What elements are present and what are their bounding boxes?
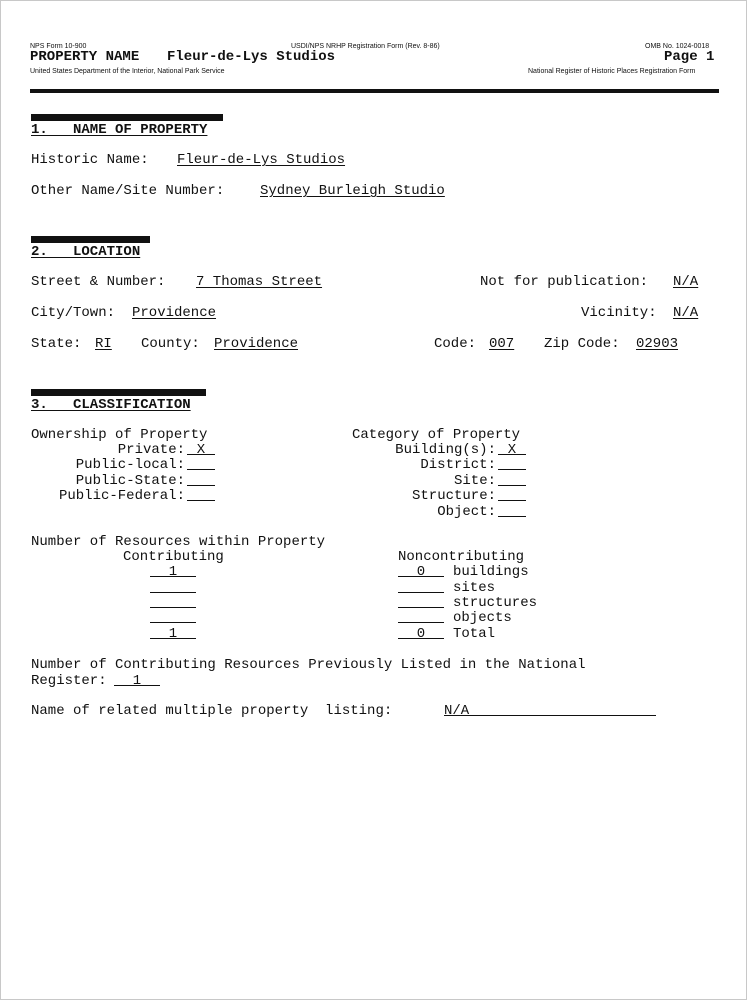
contributing-total: 1 [150,626,196,639]
previously-listed-label: Register: [31,673,107,689]
register-form-name: National Register of Historic Places Registration Form [528,68,696,75]
related-listing-label: Name of related multiple property listing: [31,703,393,719]
header-rule [30,89,719,93]
category-object-label: Object: [437,504,496,520]
resource-type-total: Total [453,626,496,642]
section-2-bar [31,236,150,243]
contributing-buildings: 1 [150,564,196,577]
resources-heading: Number of Resources within Property [31,534,326,550]
ownership-public-state-value [187,473,215,486]
contributing-heading: Contributing [123,549,224,565]
category-building-label: Building(s): [395,442,496,458]
category-building-value: X [498,442,526,455]
section-1-heading: 1. NAME OF PROPERTY [31,122,208,138]
section-2-heading: 2. LOCATION [31,244,141,260]
city-label: City/Town: [31,305,116,321]
resource-type-buildings: buildings [453,564,529,580]
city-value: Providence [132,305,217,321]
county-value: Providence [214,336,299,352]
ownership-public-federal-value [187,488,215,501]
ownership-public-local-value [187,457,215,470]
resource-type-objects: objects [453,610,512,626]
historic-name-label: Historic Name: [31,152,149,168]
category-structure-value [498,488,526,501]
noncontributing-total: 0 [398,626,444,639]
resource-type-structures: structures [453,595,538,611]
section-3-bar [31,389,206,396]
form-name: USDI/NPS NRHP Registration Form (Rev. 8-86) [291,43,440,50]
related-listing-value: N/A [444,703,656,716]
header-property-name: Fleur-de-Lys Studios [167,49,336,65]
contributing-sites [150,580,196,593]
ownership-public-state-label: Public-State: [75,473,185,489]
previously-listed-value: 1 [114,673,160,686]
noncontributing-structures [398,595,444,608]
county-label: County: [141,336,200,352]
omb-number: OMB No. 1024-0018 [645,43,710,50]
previously-listed-text: Number of Contributing Resources Previously Listed in the National [31,657,586,673]
other-name-value: Sydney Burleigh Studio [260,183,445,199]
category-site-label: Site: [453,473,496,489]
code-value: 007 [489,336,515,352]
not-for-publication-value: N/A [673,274,699,290]
resource-type-sites: sites [453,580,496,596]
section-3-heading: 3. CLASSIFICATION [31,397,191,413]
category-site-value [498,473,526,486]
street-label: Street & Number: [31,274,166,290]
noncontributing-buildings: 0 [398,564,444,577]
noncontributing-objects [398,610,444,623]
noncontributing-heading: Noncontributing [398,549,525,565]
ownership-private-value: X [187,442,215,455]
not-for-publication-label: Not for publication: [480,274,649,290]
contributing-structures [150,595,196,608]
noncontributing-sites [398,580,444,593]
street-value: 7 Thomas Street [196,274,323,290]
vicinity-label: Vicinity: [581,305,657,321]
category-district-label: District: [420,457,496,473]
state-label: State: [31,336,82,352]
zip-value: 02903 [636,336,679,352]
ownership-public-local-label: Public-local: [75,457,185,473]
vicinity-value: N/A [673,305,699,321]
form-number: NPS Form 10-900 [30,43,87,50]
other-name-label: Other Name/Site Number: [31,183,225,199]
property-name-label: PROPERTY NAME [30,49,140,65]
ownership-private-label: Private: [117,442,185,458]
department: United States Department of the Interior, National Park Service [30,68,225,75]
ownership-public-federal-label: Public-Federal: [58,488,185,504]
category-district-value [498,457,526,470]
ownership-heading: Ownership of Property [31,427,208,443]
category-object-value [498,504,526,517]
contributing-objects [150,610,196,623]
page-number: Page 1 [664,49,715,65]
section-1-bar [31,114,223,121]
zip-label: Zip Code: [544,336,620,352]
historic-name-value: Fleur-de-Lys Studios [177,152,346,168]
code-label: Code: [434,336,477,352]
category-heading: Category of Property [352,427,521,443]
state-value: RI [95,336,112,352]
category-structure-label: Structure: [411,488,496,504]
